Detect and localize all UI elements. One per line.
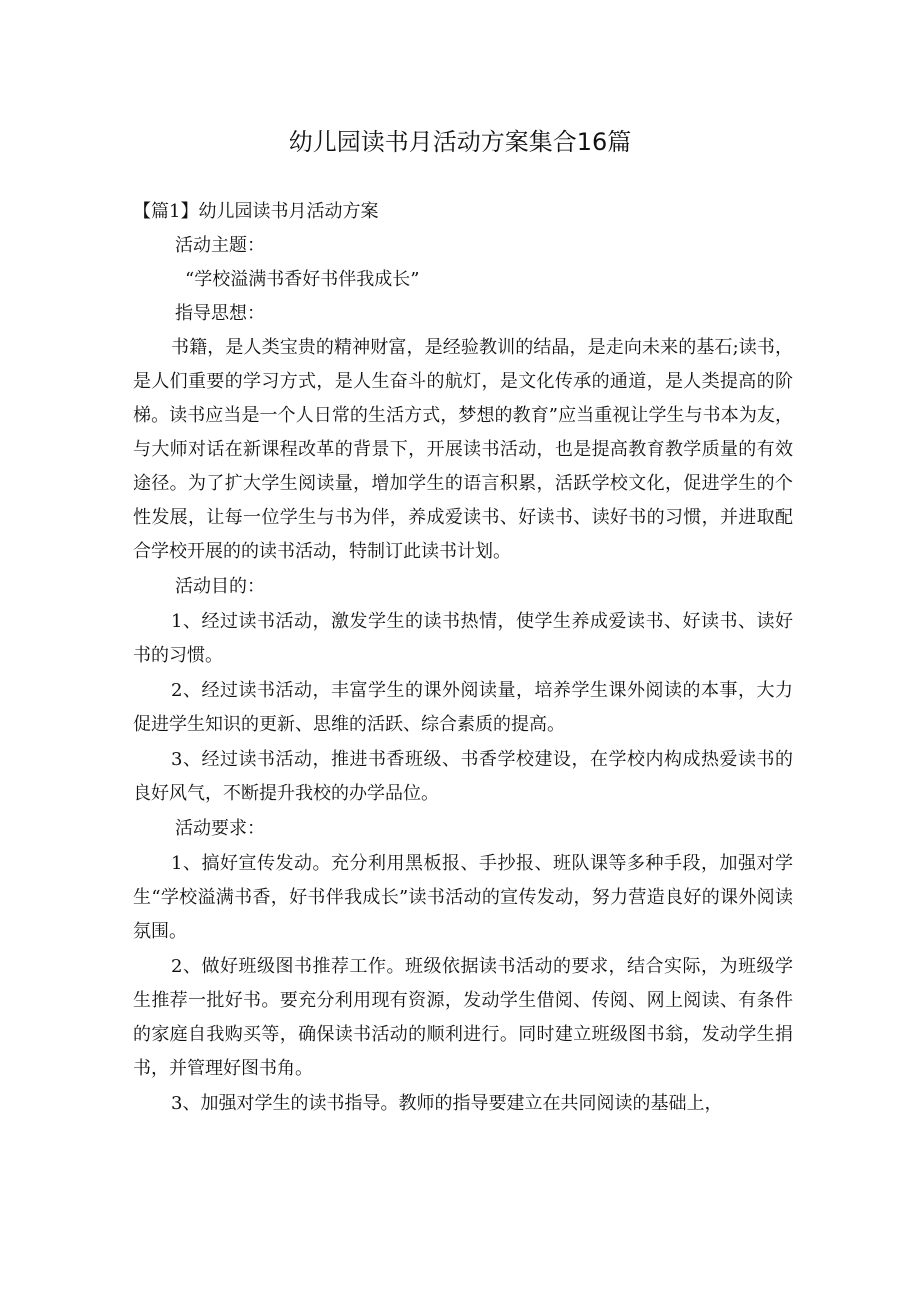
label-purpose: 活动目的： bbox=[175, 576, 265, 597]
requirement-item-1: 1、搞好宣传发动。充分利用黑板报、手抄报、班队课等多种手段，加强对学生“学校溢满书香，好书伴我成长”读书活动的宣传发动，努力营造良好的课外阅读氛围。 bbox=[133, 853, 793, 942]
section-heading: 【篇1】幼儿园读书月活动方案 bbox=[133, 201, 379, 222]
label-requirements: 活动要求： bbox=[175, 818, 265, 839]
requirement-item-2: 2、做好班级图书推荐工作。班级依据读书活动的要求，结合实际，为班级学生推荐一批好书。要充分利用现有资源，发动学生借阅、传阅、网上阅读、有条件的家庭自我购买等，确保读书活动的顺利进行。同时建立班级图书翁，发动学生捐书，并管理好图书角。 bbox=[133, 956, 793, 1079]
purpose-item-1: 1、经过读书活动，激发学生的读书热情，使学生养成爱读书、好读书、读好书的习惯。 bbox=[133, 611, 793, 666]
document-body bbox=[133, 195, 793, 1121]
guiding-paragraph: 书籍，是人类宝贵的精神财富，是经验教训的结晶，是走向未来的基石;读书，是人们重要的学习方式，是人生奋斗的航灯，是文化传承的通道，是人类提高的阶梯。读书应当是一个人日常的生活方式，梦想的教育”应当重视让学生与书本为友，与大师对话在新课程改革的背景下，开展读书活动，也是提高教育教学质量的有效途径。为了扩大学生阅读量，增加学生的语言积累，活跃学校文化，促进学生的个性发展，让每一位学生与书为伴，养成爱读书、好读书、读好书的习惯，并进取配合学校开展的的读书活动，特制订此读书计划。 bbox=[133, 337, 793, 562]
purpose-item-2: 2、经过读书活动，丰富学生的课外阅读量，培养学生课外阅读的本事，大力促进学生知识的更新、思维的活跃、综合素质的提高。 bbox=[133, 680, 793, 735]
requirement-item-3: 3、加强对学生的读书指导。教师的指导要建立在共同阅读的基础上， bbox=[171, 1093, 723, 1114]
document-title: 幼儿园读书月活动方案集合16篇 bbox=[288, 128, 632, 156]
label-theme: 活动主题： bbox=[175, 235, 265, 256]
theme-text: “学校溢满书香好书伴我成长” bbox=[185, 269, 420, 290]
label-guiding: 指导思想： bbox=[175, 303, 265, 324]
purpose-item-3: 3、经过读书活动，推进书香班级、书香学校建设，在学校内构成热爱读书的良好风气，不断提升我校的办学品位。 bbox=[133, 749, 793, 804]
